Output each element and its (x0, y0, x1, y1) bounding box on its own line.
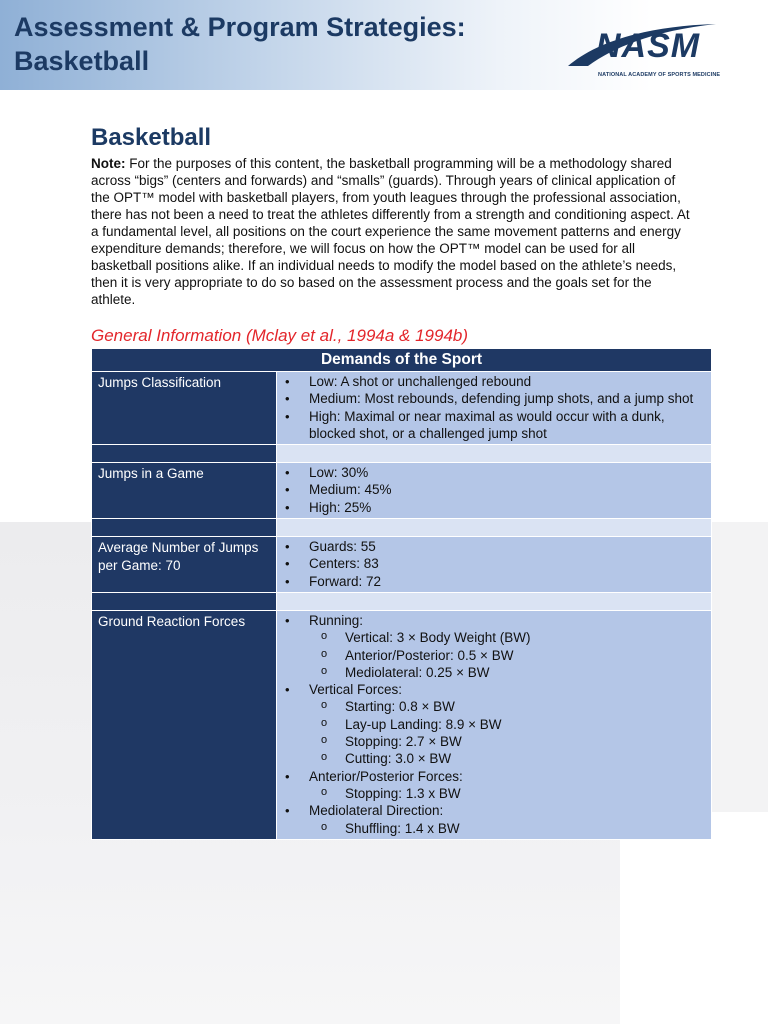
row-content (277, 610, 712, 839)
note-paragraph (91, 155, 691, 308)
list-item (285, 768, 707, 803)
row-content (277, 463, 712, 519)
list-item: • Guards: 55 (285, 538, 707, 555)
sub-list-item: o Cutting: 3.0 × BW (309, 750, 707, 767)
note-text: For the purposes of this content, the basketball programming will be a methodology shared across “bigs” (centers and forwards) and “smalls” (guards). Through years of clinical application of the OPT™ model with basketball players, from youth leagues through the professional association, there has not been a need to treat the athletes differently from a strength and conditioning aspect. At a fundamental level, all positions on the court experience the same movement patterns and energy expenditure demands; therefore, we will focus on how the OPT™ model can be used for all basketball positions alike. If an individual needs to modify the model based on the athlete’s needs, then it is very appropriate to do so based on the assessment process and the goals set for the athlete. (91, 156, 690, 307)
table-row (92, 463, 712, 519)
sub-list-item: o Mediolateral: 0.25 × BW (309, 664, 707, 681)
group-title: Vertical Forces: (309, 682, 403, 698)
row-label: Average Number of Jumps per Game: 70 (92, 537, 277, 593)
list-item (285, 802, 707, 837)
general-info-heading: General Information (Mclay et al., 1994a & 1994b) (91, 326, 469, 345)
sub-list-item: o Starting: 0.8 × BW (309, 698, 707, 715)
table-row (92, 610, 712, 839)
sub-list (309, 629, 707, 681)
list-item: • Medium: 45% (285, 481, 707, 498)
sub-list (309, 698, 707, 767)
row-label: Jumps Classification (92, 372, 277, 445)
nasm-logo (566, 20, 726, 84)
list-item: • High: Maximal or near maximal as would occur with a dunk, blocked shot, or a challenged jump shot (285, 408, 707, 443)
list-item: • Medium: Most rebounds, defending jump shots, and a jump shot (285, 390, 707, 407)
row-label: Jumps in a Game (92, 463, 277, 519)
sub-list (309, 820, 707, 837)
sub-list (309, 785, 707, 802)
list-item: • High: 25% (285, 499, 707, 516)
list-item: • Forward: 72 (285, 573, 707, 590)
bullet-list (285, 612, 707, 837)
note-label: Note: (91, 156, 126, 171)
logo-text: NASM (596, 27, 701, 65)
table-header: Demands of the Sport (92, 349, 712, 372)
page-title (14, 10, 534, 78)
spacer-row (92, 519, 712, 537)
page-title-line1: Assessment & Program Strategies: (14, 12, 466, 42)
group-title: Running: (309, 612, 364, 628)
group-title: Anterior/Posterior Forces: (309, 768, 463, 784)
row-content (277, 537, 712, 593)
sub-list-item: o Stopping: 1.3 x BW (309, 785, 707, 802)
row-content (277, 372, 712, 445)
spacer-row (92, 592, 712, 610)
list-item (285, 681, 707, 767)
list-item (285, 612, 707, 681)
sub-list-item: o Lay-up Landing: 8.9 × BW (309, 716, 707, 733)
page-header (0, 0, 768, 90)
list-item: • Centers: 83 (285, 555, 707, 572)
table-row (92, 372, 712, 445)
sub-list-item: o Stopping: 2.7 × BW (309, 733, 707, 750)
sub-list-item: o Anterior/Posterior: 0.5 × BW (309, 647, 707, 664)
row-label: Ground Reaction Forces (92, 610, 277, 839)
page-title-line2: Basketball (14, 46, 150, 76)
bullet-list (285, 464, 707, 516)
table-row (92, 537, 712, 593)
list-item: • Low: A shot or unchallenged rebound (285, 373, 707, 390)
sub-list-item: o Shuffling: 1.4 x BW (309, 820, 707, 837)
section-title: Basketball (91, 124, 212, 151)
bullet-list (285, 373, 707, 442)
bullet-list (285, 538, 707, 590)
logo-subtitle: NATIONAL ACADEMY OF SPORTS MEDICINE (598, 72, 721, 78)
list-item: • Low: 30% (285, 464, 707, 481)
group-title: Mediolateral Direction: (309, 803, 444, 819)
sub-list-item: o Vertical: 3 × Body Weight (BW) (309, 629, 707, 646)
spacer-row (92, 445, 712, 463)
demands-table (91, 348, 712, 840)
